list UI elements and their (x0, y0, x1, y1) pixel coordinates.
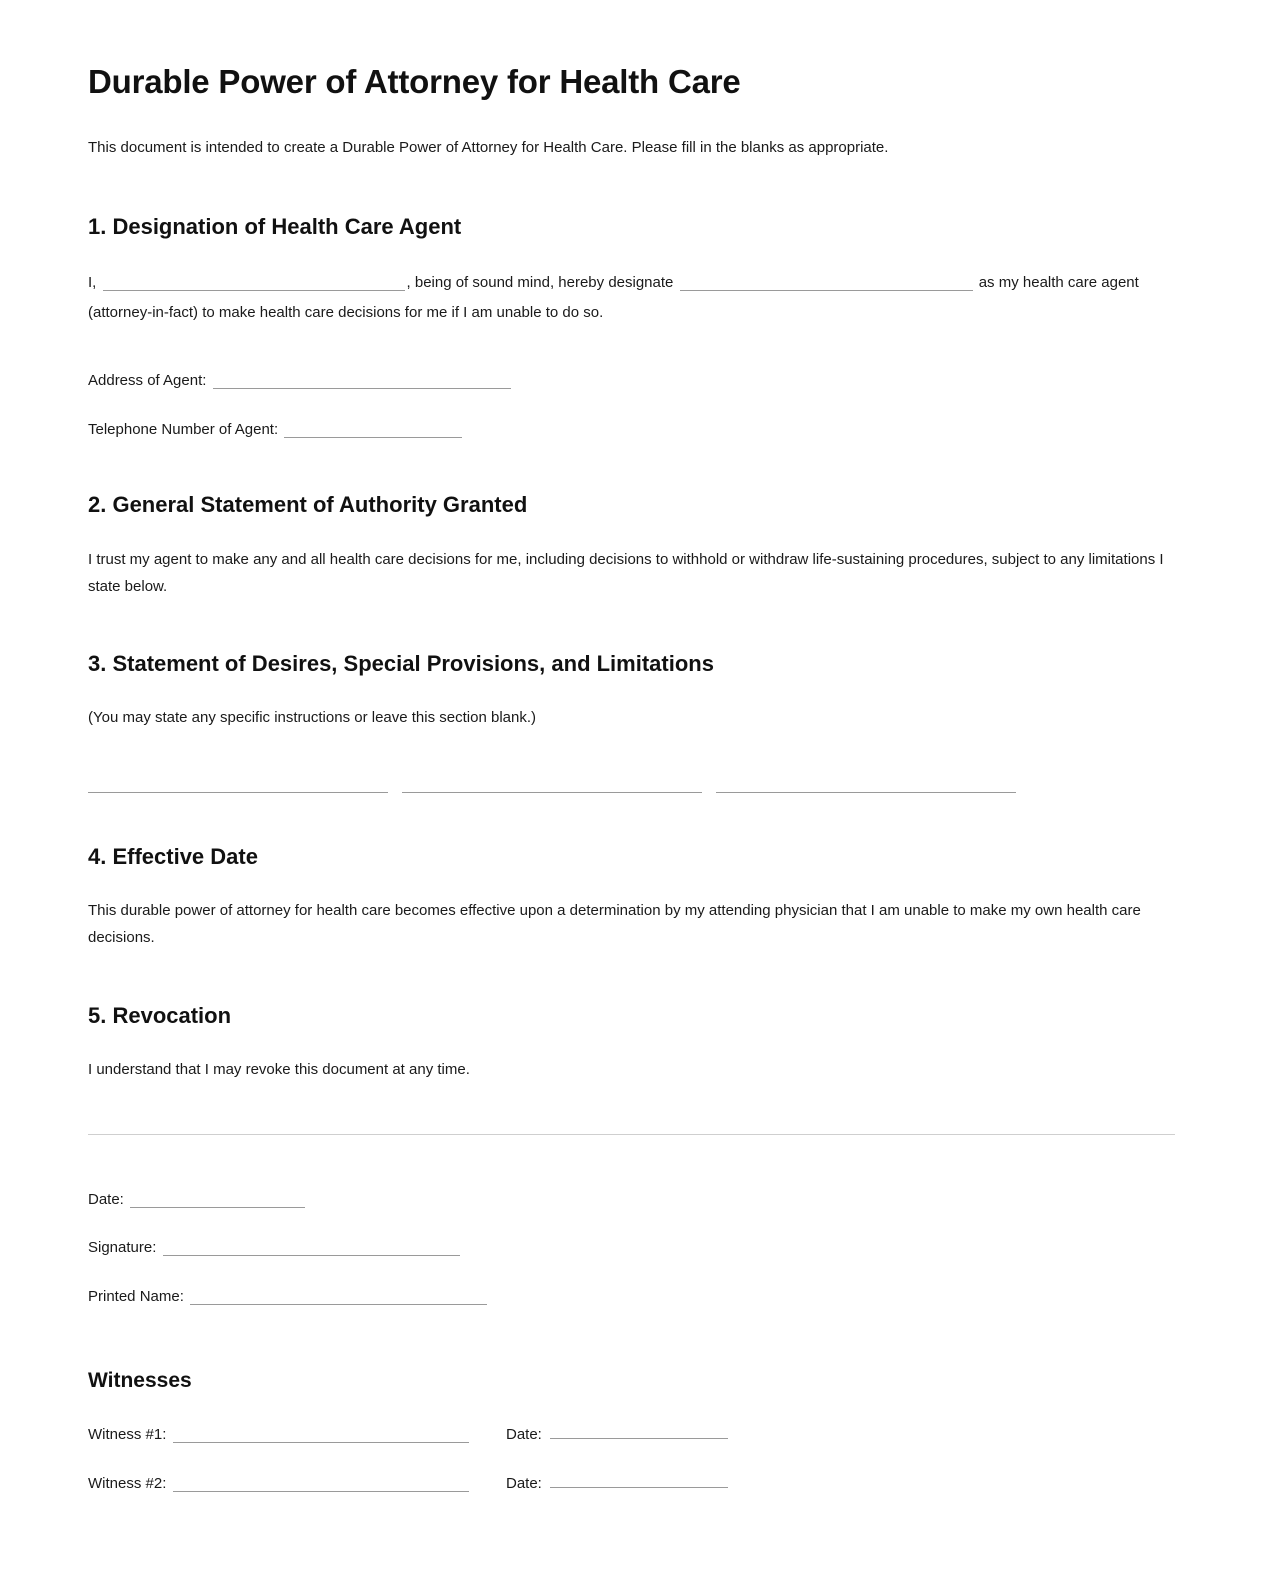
address-of-agent-row (88, 370, 1175, 393)
section-4-body: This durable power of attorney for health care becomes effective upon a determination by my attending physician that I am unable to make my own health care decisions. (88, 902, 1141, 946)
printed-name-row (88, 1286, 1175, 1309)
page-title: Durable Power of Attorney for Health Care (88, 63, 741, 100)
section-2-body: I trust my agent to make any and all health care decisions for me, including decisions to withhold or withdraw life-sustaining procedures, subject to any limitations I state below. (88, 550, 1164, 595)
section-3-line-1[interactable] (88, 774, 388, 793)
signature-divider (88, 1134, 1175, 1135)
witness-1-name-blank[interactable] (173, 1425, 469, 1443)
section-3-heading: 3. Statement of Desires, Special Provisions, and Limitations (88, 651, 714, 677)
date-row (88, 1189, 1175, 1212)
section-4-heading: 4. Effective Date (88, 843, 258, 869)
section-3-line-3[interactable] (716, 774, 1016, 793)
witness-2-label: Witness #2: (88, 1475, 167, 1493)
date-label: Date: (88, 1190, 124, 1208)
signature-blank[interactable] (163, 1238, 460, 1256)
section-3-note: (You may state any specific instructions or leave this section blank.) (88, 708, 536, 726)
agent-name-blank[interactable] (680, 273, 973, 291)
signature-label: Signature: (88, 1239, 157, 1257)
witness-1-name-cell (88, 1424, 506, 1447)
section-effective-date (88, 843, 1175, 952)
designation-paragraph (88, 268, 1175, 328)
witness-row (88, 1421, 1175, 1447)
witness-2-name-cell (88, 1473, 506, 1496)
address-of-agent-label: Address of Agent: (88, 372, 207, 390)
section-2-heading: 2. General Statement of Authority Granted (88, 492, 528, 518)
intro-paragraph: This document is intended to create a Durable Power of Attorney for Health Care. Please fill in the blanks as appropriate. (88, 138, 889, 156)
telephone-of-agent-blank[interactable] (284, 420, 462, 438)
telephone-of-agent-row (88, 419, 1175, 442)
signature-block (88, 1189, 1175, 1309)
section-general-statement-of-authority (88, 491, 1175, 600)
witness-row (88, 1470, 1175, 1496)
witness-1-label: Witness #1: (88, 1425, 167, 1443)
principal-name-blank[interactable] (103, 273, 405, 291)
section-witnesses (88, 1368, 1175, 1495)
section-3-ruled-lines (88, 774, 1175, 793)
address-of-agent-blank[interactable] (213, 371, 511, 389)
section-5-body: I understand that I may revoke this document at any time. (88, 1061, 470, 1079)
section-revocation (88, 1002, 1175, 1084)
signature-row (88, 1237, 1175, 1260)
witness-2-date-label: Date: (506, 1475, 542, 1493)
telephone-of-agent-label: Telephone Number of Agent: (88, 420, 279, 438)
section-3-line-2[interactable] (402, 774, 702, 793)
printed-name-blank[interactable] (190, 1287, 487, 1305)
witness-2-date-blank[interactable] (550, 1470, 728, 1488)
witness-2-name-blank[interactable] (173, 1474, 469, 1492)
section-designation-of-health-care-agent (88, 213, 1175, 442)
section-1-heading: 1. Designation of Health Care Agent (88, 213, 462, 239)
witness-1-date-label: Date: (506, 1425, 542, 1443)
designation-suffix-text: as my health care agent (attorney-in-fact) to make health care decisions for me if I am unable to do so. (88, 274, 1139, 322)
designation-prefix-text: I, (88, 274, 97, 292)
section-statement-of-desires (88, 650, 1175, 793)
witnesses-heading: Witnesses (88, 1369, 192, 1393)
printed-name-label: Printed Name: (88, 1287, 184, 1305)
section-5-heading: 5. Revocation (88, 1002, 232, 1028)
date-blank[interactable] (130, 1190, 305, 1208)
witness-1-date-blank[interactable] (550, 1421, 728, 1439)
designation-middle-text: , being of sound mind, hereby designate (406, 274, 674, 292)
